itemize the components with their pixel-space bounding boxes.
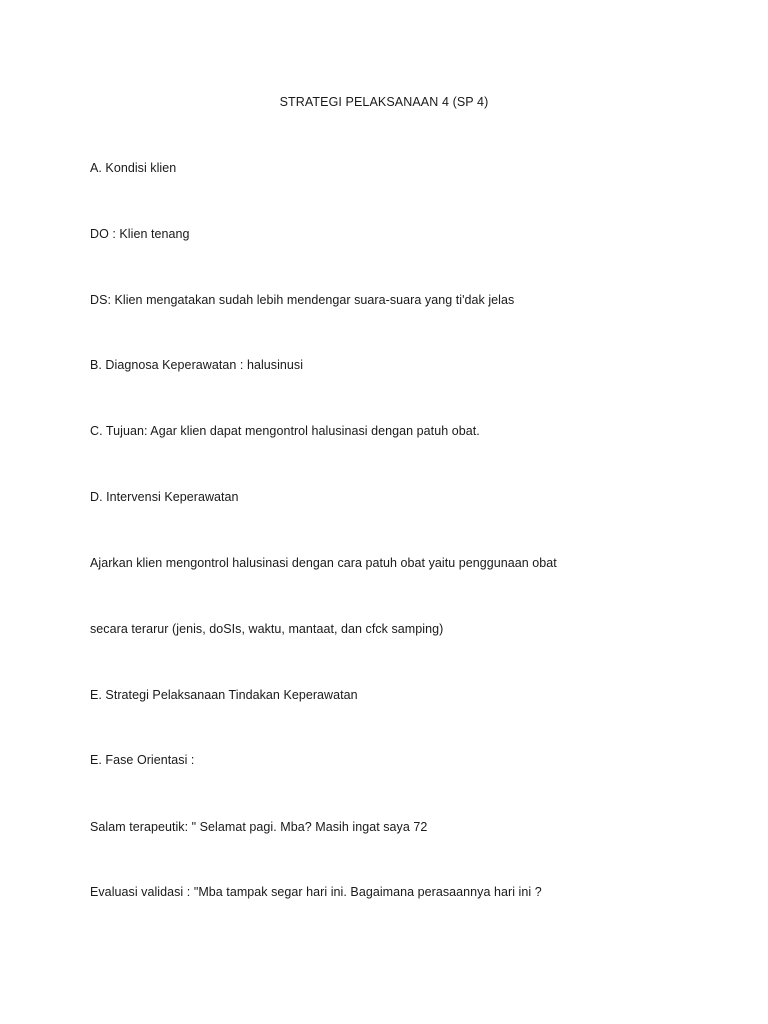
objective-data-line: DO : Klien tenang — [90, 227, 190, 241]
intervention-line-1: Ajarkan klien mengontrol halusinasi dengan cara patuh obat yaitu penggunaan obat — [90, 556, 557, 570]
document-title: STRATEGI PELAKSANAAN 4 (SP 4) — [279, 95, 489, 109]
section-e-strategy-heading: E. Strategi Pelaksanaan Tindakan Keperawatan — [90, 688, 358, 702]
therapeutic-greeting-line: Salam terapeutik: " Selamat pagi. Mba? Masih ingat saya 72 — [90, 820, 428, 834]
orientation-phase-heading: E. Fase Orientasi : — [90, 753, 195, 767]
section-d-heading: D. Intervensi Keperawatan — [90, 490, 239, 504]
intervention-line-2: secara terarur (jenis, doSIs, waktu, mantaat, dan cfck samping) — [90, 622, 444, 636]
section-b-diagnosis: B. Diagnosa Keperawatan : halusinusi — [90, 358, 304, 372]
section-a-heading: A. Kondisi klien — [90, 161, 177, 175]
section-c-goal: C. Tujuan: Agar klien dapat mengontrol halusinasi dengan patuh obat. — [90, 424, 480, 438]
validation-evaluation-line: Evaluasi validasi : "Mba tampak segar hari ini. Bagaimana perasaannya hari ini ? — [90, 885, 542, 899]
subjective-data-line: DS: Klien mengatakan sudah lebih mendengar suara-suara yang ti'dak jelas — [90, 293, 515, 307]
